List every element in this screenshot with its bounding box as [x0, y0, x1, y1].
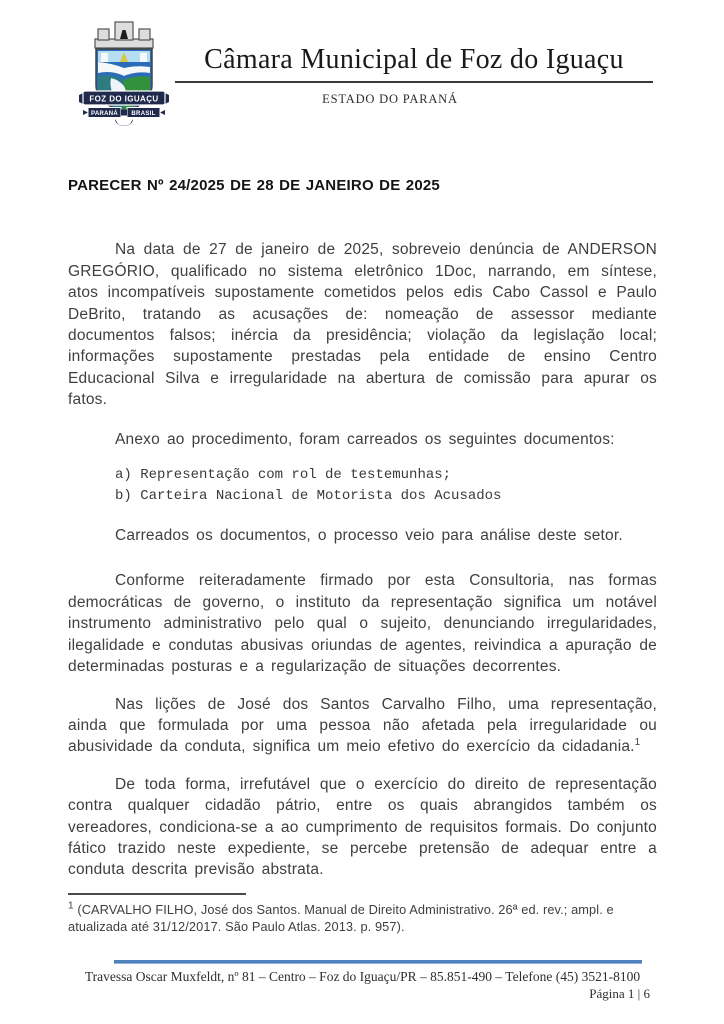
document-title: PARECER Nº 24/2025 DE 28 DE JANEIRO DE 2025 — [68, 177, 440, 194]
paragraph-anexo: Anexo ao procedimento, foram carreados os seguintes documentos: — [115, 430, 615, 448]
mural-crown-icon — [95, 22, 153, 48]
paragraph-carreados: Carreados os documentos, o processo veio para análise deste setor. — [115, 527, 623, 545]
paragraph-licoes-text: Nas lições de José dos Santos Carvalho Filho, uma representação, ainda que formulada por uma pessoa não afetada pela irregularidade ou abusividade da conduta, significa um meio efetivo do exercício da cidadania. — [68, 695, 657, 756]
attachment-item-b: b) Carteira Nacional de Motorista dos Acusados — [115, 488, 502, 505]
city-banner-label: FOZ DO IGUAÇU — [89, 94, 159, 104]
footnote-marker: 1 — [68, 900, 74, 912]
paragraph-denuncia: Na data de 27 de janeiro de 2025, sobreveio denúncia de ANDERSON GREGÓRIO, qualificado no sistema eletrônico 1Doc, narrando, em síntese, atos incompatíveis supostamente cometidos pelos edis Cabo Cassol e Paulo DeBrito, tratando as acusações de: nomeação de assessor mediante documentos falsos; inércia da presidência; violação da legislação local; informações supostamente prestadas pela entidade de ensino Centro Educacional Silva e irregularidade na abertura de comissão para apurar os fatos. — [68, 241, 657, 409]
footnote-reference: 1 — [634, 737, 641, 749]
document-body — [68, 175, 657, 881]
state-label: ESTADO DO PARANÁ — [322, 92, 458, 106]
page-indicator: Página 1 | 6 — [589, 986, 650, 1001]
footnote-text — [68, 902, 657, 936]
footnote-divider — [68, 893, 246, 895]
organization-title: Câmara Municipal de Foz do Iguaçu — [175, 44, 653, 83]
state-ribbon-label: PARANÁ — [90, 111, 119, 117]
paragraph-de-toda-forma: De toda forma, irrefutável que o exercício do direito de representação contra qualquer cidadão pátrio, entre os quais abrangidos também os vereadores, condiciona-se a ao cumprimento de requisitos formais. Do conjunto fático trazido neste expediente, se percebe pretensão de adequar entre a conduta descrita previsão abstrata. — [68, 775, 657, 879]
state-country-ribbons — [83, 108, 165, 127]
attachment-item-a: a) Representação com rol de testemunhas; — [115, 467, 452, 484]
footer-address: Travessa Oscar Muxfeldt, nº 81 – Centro – Foz do Iguaçu/PR – 85.851-490 – Telefone (45) 3521-8100 — [84, 969, 641, 984]
footnote-citation: (CARVALHO FILHO, José dos Santos. Manual de Direito Administrativo. 26ª ed. rev.; ampl. e atualizada até 31/12/2017. São Paulo Atlas. 2013. p. 957). — [68, 902, 614, 934]
paragraph-licoes — [68, 694, 657, 758]
footer-rule — [114, 960, 642, 964]
foz-do-iguacu-crest — [73, 16, 175, 138]
country-ribbon-label: BRASIL — [131, 111, 156, 117]
paragraph-conforme: Conforme reiteradamente firmado por esta Consultoria, nas formas democráticas de governo, o instituto da representação significa um notável instrumento administrativo pelo qual o sujeito, denunciando irregularidades, ilegalidade e condutas abusivas oriundas de agentes, reivindica a apuração de determinadas posturas e a regularização de situações decorrentes. — [68, 572, 657, 676]
footnote-section — [68, 893, 657, 936]
attachment-list — [115, 465, 657, 507]
city-banner — [79, 91, 169, 105]
